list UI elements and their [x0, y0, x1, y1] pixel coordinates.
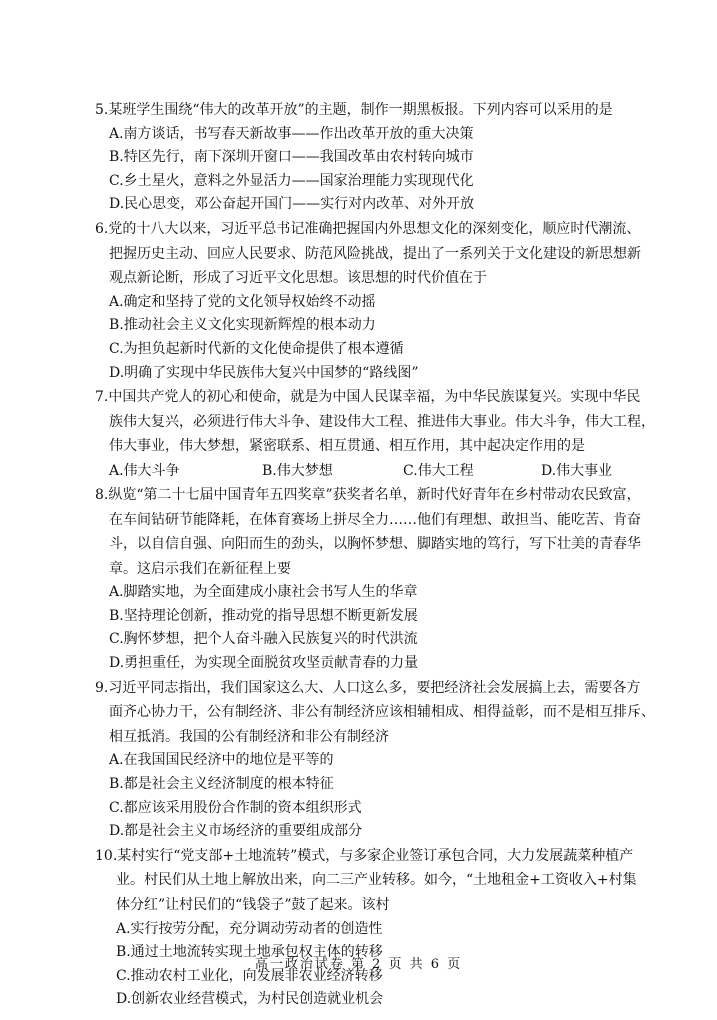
question-7-option-c: C.伟大工程 [403, 462, 474, 479]
question-7-option-d: D.伟大事业 [541, 462, 613, 479]
question-5-option-a: A.南方谈话，书写春天新故事——作出改革开放的重大决策 [109, 125, 474, 142]
question-10-option-c: C.推动农村工业化，向发展非农业经济转移 [116, 967, 383, 984]
question-10-option-a: A.实行按劳分配，充分调动劳动者的创造性 [116, 920, 383, 937]
question-8-stem-line-4: 章。这启示我们在新征程上要 [109, 560, 291, 577]
question-7 [95, 385, 655, 483]
question-10 [95, 844, 655, 1012]
question-5-option-d: D.民心思变，邓公奋起开国门——实行对内改革、对外开放 [109, 196, 475, 213]
question-6-stem-line-1: 6.党的十八大以来，习近平总书记准确把握国内外思想文化的深刻变化，顺应时代潮流、 [95, 220, 641, 237]
question-8-option-b: B.坚持理论创新，推动党的指导思想不断更新发展 [109, 607, 418, 624]
question-9-option-a: A.在我国国民经济中的地位是平等的 [109, 752, 334, 769]
question-5-stem: 5.某班学生围绕“伟大的改革开放”的主题，制作一期黑板报。下列内容可以采用的是 [95, 102, 613, 118]
question-8-stem-line-1: 8.纵览“第二十七届中国青年五四奖章”获奖者名单，新时代好青年在乡村带动农民致富， [95, 486, 641, 503]
question-9-option-d: D.都是社会主义市场经济的重要组成部分 [109, 823, 363, 840]
question-6-option-d: D.明确了实现中华民族伟大复兴中国梦的“路线图” [109, 364, 419, 381]
question-10-stem-line-3: 体分红”让村民们的“钱袋子”鼓了起来。该村 [116, 897, 390, 913]
question-7-stem-line-1: 7.中国共产党人的初心和使命，就是为中国人民谋幸福，为中华民族谋复兴。实现中华民 [95, 389, 641, 406]
question-7-options [95, 459, 655, 483]
question-7-option-a: A.伟大斗争 [109, 462, 180, 479]
question-9 [95, 676, 655, 844]
question-8 [95, 483, 655, 676]
question-8-option-a: A.脚踏实地，为全面建成小康社会书写人生的华章 [109, 584, 418, 601]
question-5-option-b: B.特区先行，南下深圳开窗口——我国改革由农村转向城市 [109, 149, 474, 166]
question-9-option-b: B.都是社会主义经济制度的根本特征 [109, 776, 334, 793]
question-9-stem-line-2: 面齐心协力干，公有制经济、非公有制经济应该相辅相成、相得益彰，而不是相互排斥、 [109, 704, 655, 721]
question-6-option-b: B.推动社会主义文化实现新辉煌的根本动力 [109, 317, 376, 334]
question-9-stem-line-1: 9.习近平同志指出，我们国家这么大、人口这么多，要把经济社会发展搞上去，需要各方 [95, 679, 641, 696]
question-6 [95, 217, 655, 385]
question-6-stem-line-3: 观点新论断，形成了习近平文化思想。该思想的时代价值在于 [109, 270, 487, 287]
question-9-stem-line-3: 相互抵消。我国的公有制经济和非公有制经济 [109, 728, 389, 745]
question-6-option-c: C.为担负起新时代新的文化使命提供了根本遵循 [109, 340, 404, 357]
question-8-stem-line-2: 在车间钻研节能降耗，在体育赛场上拼尽全力……他们有理想、敢担当、能吃苦、肯奋 [109, 511, 641, 528]
question-8-option-c: C.胸怀梦想，把个人奋斗融入民族复兴的时代洪流 [109, 631, 418, 648]
question-7-stem-line-2: 族伟大复兴，必须进行伟大斗争、建设伟大工程、推进伟大事业。伟大斗争，伟大工程， [109, 413, 655, 430]
question-5-option-c: C.乡土星火，意料之外显活力——国家治理能力实现现代化 [109, 172, 474, 189]
question-6-stem-line-2: 把握历史主动、回应人民要求、防范风险挑战，提出了一系列关于文化建设的新思想新 [109, 245, 641, 262]
question-7-stem-line-3: 伟大事业，伟大梦想，紧密联系、相互贯通、相互作用，其中起决定作用的是 [109, 438, 585, 455]
question-8-option-d: D.勇担重任，为实现全面脱贫攻坚贡献青春的力量 [109, 655, 419, 672]
page-footer: 高一政治试卷 第 2 页 共 6 页 [254, 957, 463, 972]
question-5 [95, 98, 655, 217]
question-10-stem-line-1: 10.某村实行“党支部+土地流转”模式，与多家企业签订承包合同，大力发展蔬菜种植产 [95, 847, 634, 864]
question-list [95, 98, 655, 1012]
question-7-option-b: B.伟大梦想 [262, 462, 333, 479]
question-10-option-b: B.通过土地流转实现土地承包权主体的转移 [116, 944, 383, 961]
question-9-option-c: C.都应该采用股份合作制的资本组织形式 [109, 799, 362, 816]
question-6-option-a: A.确定和坚持了党的文化领导权始终不动摇 [109, 293, 376, 310]
question-8-stem-line-3: 斗，以自信自强、向阳而生的劲头，以胸怀梦想、脚踏实地的笃行，写下壮美的青春华 [109, 536, 641, 553]
question-10-option-d: D.创新农业经营模式，为村民创造就业机会 [116, 991, 384, 1008]
question-10-stem-line-2: 业。村民们从土地上解放出来，向二三产业转移。如今，“土地租金+工资收入+村集 [116, 872, 637, 889]
